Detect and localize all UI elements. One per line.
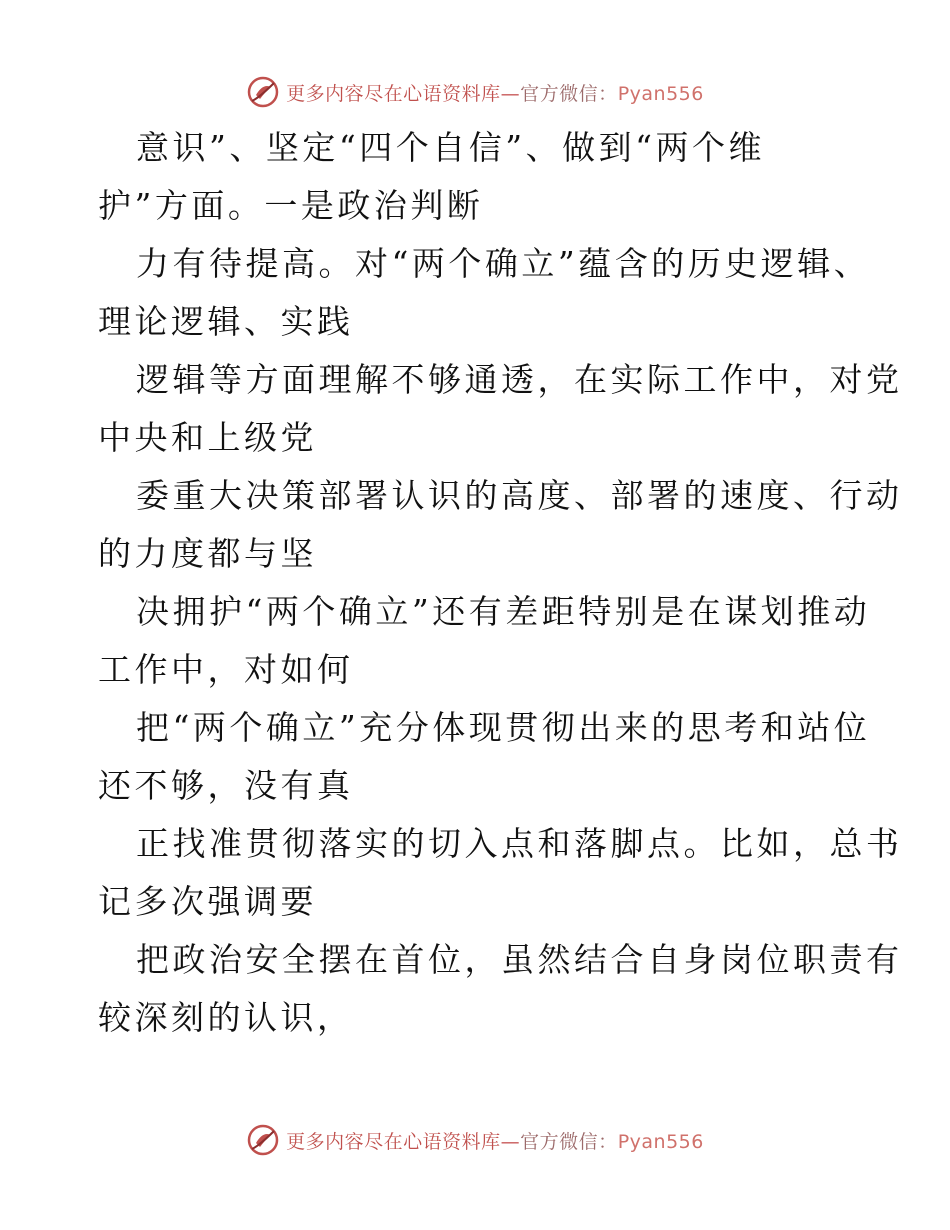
watermark-text <box>286 79 704 106</box>
watermark-text <box>286 1127 704 1154</box>
paragraph-8-line-2: 较深刻的认识， <box>98 998 354 1037</box>
paragraph-8-line-1: 把政治安全摆在首位，虽然结合自身岗位职责有 <box>136 940 903 979</box>
watermark-wechat-id: Pyan556 <box>617 1130 704 1153</box>
watermark-wechat-label: 官方微信： <box>520 1130 618 1153</box>
watermark-dash: — <box>500 1130 521 1153</box>
paragraph-6-line-2: 还不够，没有真 <box>98 766 354 805</box>
watermark-wechat-id: Pyan556 <box>617 82 704 105</box>
paragraph-2-line-1: 力有待提高。对“两个确立”蕴含的历史逻辑、 <box>136 244 871 283</box>
watermark-dash: — <box>500 82 521 105</box>
paragraph-3-line-1: 逻辑等方面理解不够通透，在实际工作中，对党 <box>136 360 903 399</box>
paragraph-3-line-2: 中央和上级党 <box>98 418 317 457</box>
header-watermark <box>0 72 950 112</box>
watermark-wechat-label: 官方微信： <box>520 82 618 105</box>
watermark-brand: 更多内容尽在心语资料库 <box>286 82 501 105</box>
paragraph-7-line-1: 正找准贯彻落实的切入点和落脚点。比如，总书 <box>136 824 903 863</box>
brand-logo-icon <box>246 75 280 109</box>
paragraph-7-line-2: 记多次强调要 <box>98 882 317 921</box>
paragraph-5-line-1: 决拥护“两个确立”还有差距特别是在谋划推动 <box>136 592 871 631</box>
footer-watermark <box>0 1120 950 1160</box>
paragraph-4-line-2: 的力度都与坚 <box>98 534 317 573</box>
paragraph-6-line-1: 把“两个确立”充分体现贯彻出来的思考和站位 <box>136 708 871 747</box>
paragraph-1-line-2: 护”方面。一是政治判断 <box>98 186 484 225</box>
paragraph-2-line-2: 理论逻辑、实践 <box>98 302 354 341</box>
brand-logo-icon <box>246 1123 280 1157</box>
paragraph-5-line-2: 工作中，对如何 <box>98 650 354 689</box>
paragraph-1-line-1: 意识”、坚定“四个自信”、做到“两个维 <box>136 128 765 167</box>
watermark-brand: 更多内容尽在心语资料库 <box>286 1130 501 1153</box>
paragraph-4-line-1: 委重大决策部署认识的高度、部署的速度、行动 <box>136 476 903 515</box>
